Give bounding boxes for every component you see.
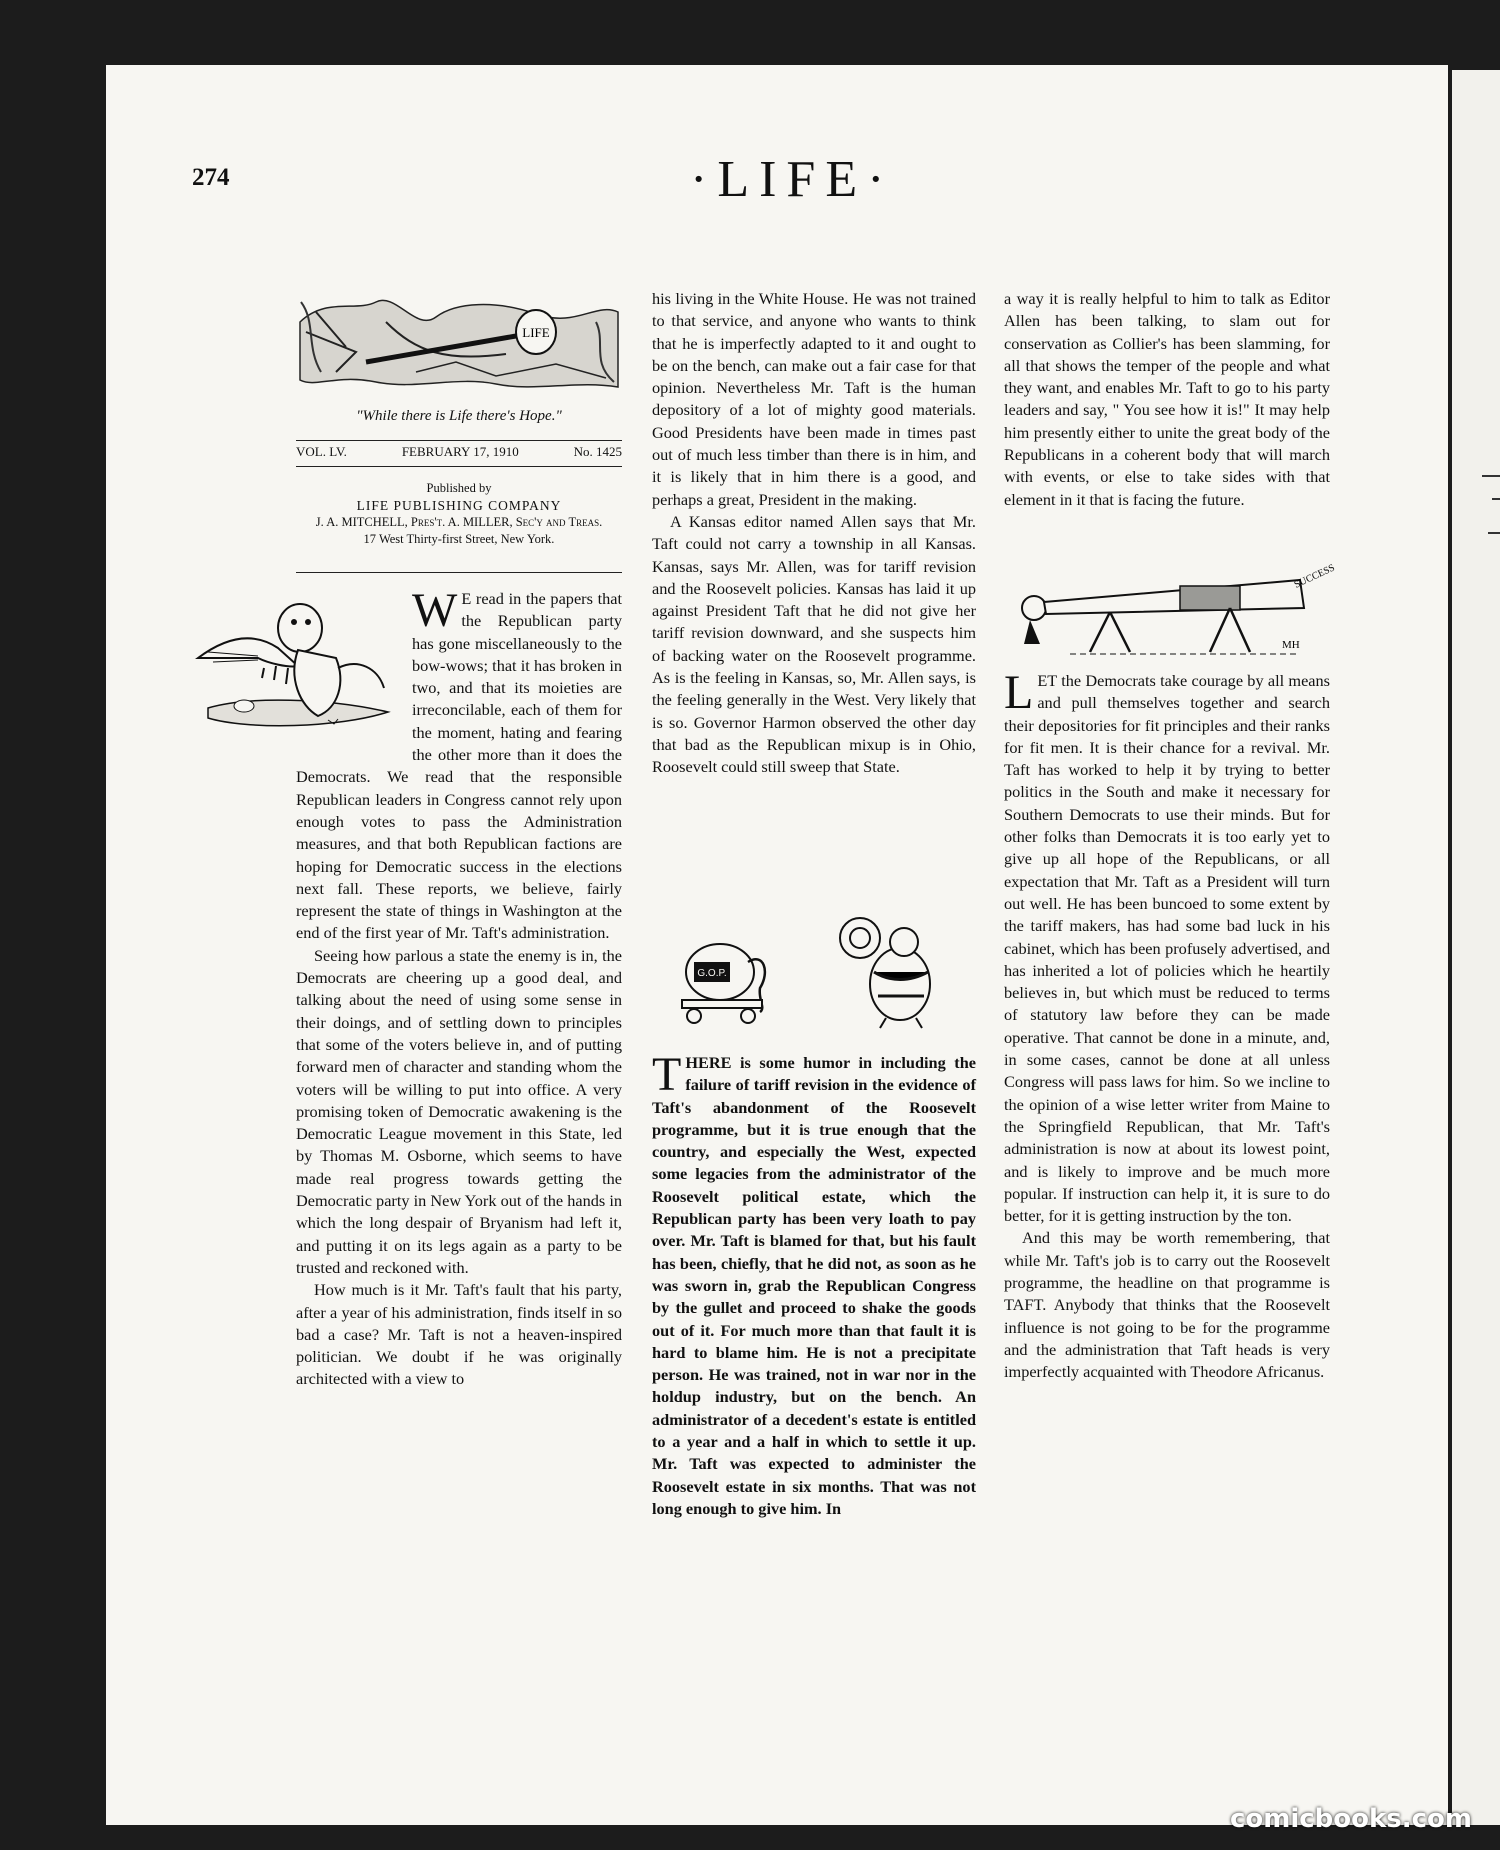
publisher-officers: J. A. MITCHELL, Pres't. A. MILLER, Sec'y and Treas. — [315, 515, 603, 529]
article3-para2: And this may be worth remembering, that while Mr. Taft's job is to carry out the Roosevelt programme, the headline on that programme is TAFT. Anybody that thinks that the Roosevelt influence is not going to be for the programme and the administration that Taft heads is very imperfectly acquainted with Theodore Africanus. — [1004, 1228, 1330, 1382]
telescope-signature: MH — [1282, 639, 1300, 651]
life-banner-illustration — [296, 292, 622, 396]
article1-para3: How much is it Mr. Taft's fault that his party, after a year of his administration, finds itself in so bad a case? Mr. Taft is not a heaven-inspired politician. We doubt if he was originally architected with a view to — [296, 1280, 622, 1389]
rule-mid — [296, 466, 622, 467]
issue-line — [296, 444, 622, 460]
publisher-intro: Published by — [426, 481, 492, 495]
article2-continued-text: a way it is really helpful to him to talk as Editor Allen has been talking, to slam out for conservation as Collier's has been slamming, for all that shows the temper of the people and what they want, and enables Mr. Taft to go to his party leaders and say, " You see how it is!" It may help him presently either to unite the great body of the Republicans in a coherent body that will march with events, or else to take sides with that element in it that is facing the future. — [1004, 289, 1330, 509]
watermark: comicbooks.com — [1229, 1804, 1472, 1834]
article3-body: together and search their depositories for fit principles and their ranks for fit men. It is their chance for a revival. Mr. Taft has worked to help it by trying to better politics in the South and make it necessary for Southern Democrats to use their minds. But for other folks than Democrats it is too early yet to give up all hope of the Republicans, or all expectation that Mr. Taft as a President will turn out well. He has been buncoed to some extent by the tariff makers, has had some bad luck in his cabinet, which has been profusely advertised, and has inherited a lot of policies which he heartily believes in, but which must be reduced to terms of statutory law before they can be made operative. That cannot be done in a minute, and, in some cases, cannot be done at all unless Congress will pass laws for him. So we incline to the opinion of a wise letter writer from Maine to the Springfield Republican, that Mr. Taft's administration is now at about its lowest point, and is likely to improve and be much more popular. If instruction can help it, it is sure to do better, for it is getting instruction by the ton. — [1004, 693, 1330, 1226]
article1-para5: A Kansas editor named Allen says that Mr. Taft could not carry a township in all Kansas. Kansas, says Mr. Allen, was for tariff revision and the Roosevelt policies. Kansas has laid it up against President Taft that he did not give her tariff revision downward, and she suspects him of backing water on the Roosevelt programme. As is the feeling in Kansas, so, Mr. Allen says, is the feeling generally in the West. Very likely that is so. Governor Harmon observed the other day that bad as the Republican mixup is in Ohio, Roosevelt could still sweep that State. — [652, 511, 976, 777]
article3-block — [1004, 666, 1330, 1384]
issue-volume: VOL. LV. — [296, 444, 347, 459]
dropcap-t: T — [652, 1048, 682, 1101]
publisher-address: 17 West Thirty-first Street, New York. — [363, 532, 555, 546]
telescope-success-label: SUCCESS — [1292, 562, 1337, 591]
masthead-title: ·LIFE· — [690, 151, 895, 208]
article1-para4: his living in the White House. He was not trained to that service, and anyone who wants to think that he is imperfectly adapted to it and ought to be on the bench, can make out a fair case for that opinion. Nevertheless Mr. Taft is the human depository of a lot of mighty good materials. Good Presidents have been made in times past out of much less timber than there is in him, and it is likely that in him there is a good, and perhaps a great, President in the making. — [652, 289, 976, 509]
publisher-block — [296, 480, 622, 548]
banner-badge-text: LIFE — [522, 325, 550, 340]
publisher-company: LIFE PUBLISHING COMPANY — [356, 498, 562, 513]
issue-date: FEBRUARY 17, 1910 — [401, 444, 519, 459]
column-1 — [296, 584, 622, 1391]
rule-bottom — [296, 572, 622, 573]
issue-number: No. 1425 — [573, 444, 622, 459]
article1-para2: Seeing how parlous a state the enemy is in, the Democrats are cheering up a good deal, and talking about the need of using some sense in their doings, and of settling down to principles that some of the voters believe in, and of putting forward men of character and standing whom the voters will be willing to put into office. A very promising token of Democratic awakening is the Democratic League movement in this State, led by Thomas M. Osborne, which seems to have made real progress towards getting the Democratic party in New York out of the hands in which the long despair of Bryanism had left it, and putting it on its legs again as a party to be trusted and reckoned with. — [296, 945, 622, 1277]
elephant-and-figure-illustration — [660, 912, 960, 1036]
column-3 — [1004, 288, 1330, 511]
article2-body: the evidence of Taft's abandonment of the Roosevelt programme, but it is true enough that the country, and especially the West, expected some legacies from the administrator of the Roosevelt political estate, which the Republican party has been very loath to pay over. Mr. Taft is blamed for that, but his fault has been, chiefly, that he did not, as soon as he was sworn in, grab the Republican Congress by the gullet and proceed to shake the goods out of it. For much more than that fault it is hard to blame him. He is not a precipitate person. He was trained, not in war nor in the holdup industry, but on the bench. An administrator of a decedent's estate is entitled to a year and a half in which to settle it up. Mr. Taft was expected to administer the Roosevelt estate in six months. That was not long enough to give him. In — [652, 1075, 976, 1518]
article1-para1-text: E read in the papers that the Republican party has gone miscellaneously to the bow-wows; that it has broken in two, and that its moieties are irreconcilable, each of them for the moment, hating and fearing the other more than it does the Democrats. We read that the responsible Republican leaders in Congress cannot rely upon enough votes to pass the Administration measures, and that both Republican factions are hoping for Democratic success in the elections next fall. These reports, we believe, fairly represent the state of things in Washington at the end of the first year of Mr. Taft's administration. — [296, 589, 622, 943]
article2-block — [652, 1048, 976, 1520]
article2-lead — [652, 1048, 976, 1520]
dropcap-l: L — [1004, 666, 1034, 719]
elephant-label: G.O.P. — [697, 968, 727, 979]
crocodile-illustration — [188, 588, 412, 750]
telescope-illustration — [1000, 562, 1337, 660]
dropcap-w: W — [412, 584, 458, 637]
motto: "While there is Life there's Hope." — [356, 408, 562, 424]
article2-continued — [1004, 288, 1330, 511]
article2-lead-text: HERE is some humor in including the failure of tariff revision in — [685, 1053, 976, 1095]
rule-top — [296, 440, 622, 441]
page-number: 274 — [192, 164, 230, 191]
adjacent-page-edge — [1452, 70, 1500, 1825]
article3-para1 — [1004, 666, 1330, 1227]
article3-lead: ET the Democrats take courage by all means and pull themselves — [1037, 671, 1330, 713]
column-2 — [652, 288, 976, 779]
